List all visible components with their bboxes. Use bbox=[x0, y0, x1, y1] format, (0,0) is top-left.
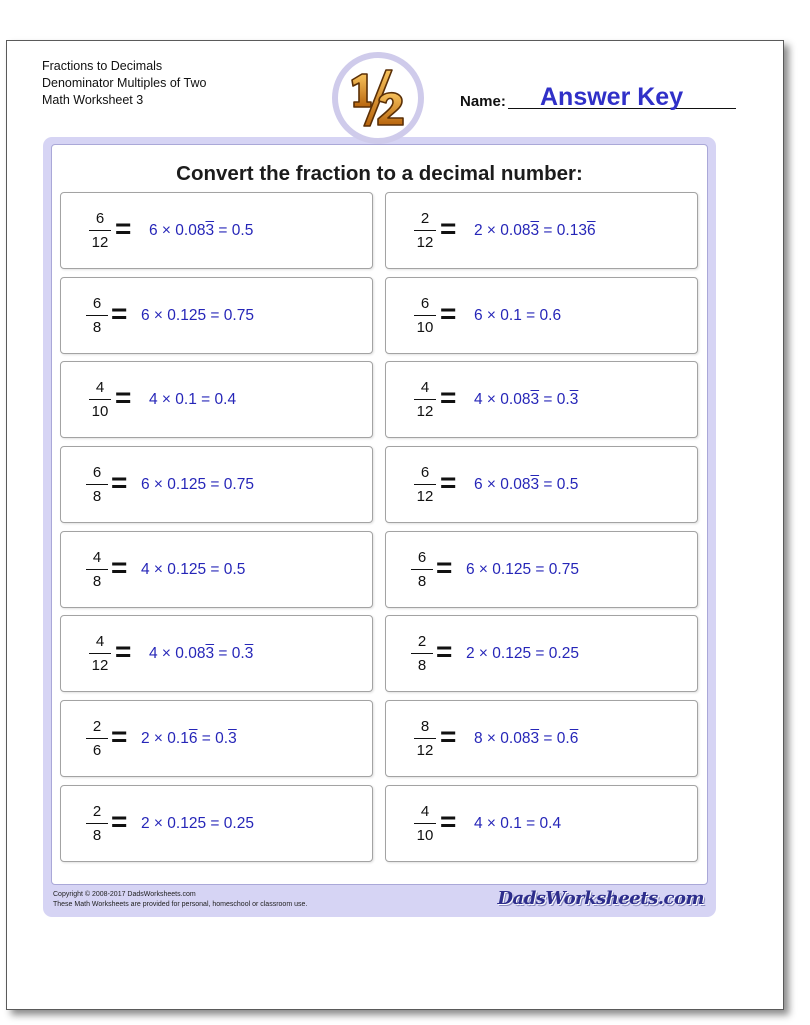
answer bbox=[466, 561, 579, 579]
equals-sign: = bbox=[111, 805, 128, 837]
fraction bbox=[82, 295, 112, 336]
fraction bbox=[410, 295, 440, 336]
repeating-digit: 3 bbox=[530, 391, 540, 409]
denominator: 8 bbox=[92, 572, 102, 590]
problem-card bbox=[385, 531, 698, 608]
fraction-bar bbox=[86, 738, 108, 739]
equals-sign: = bbox=[115, 636, 132, 668]
answer-result: 0. bbox=[215, 730, 229, 748]
fraction-bar bbox=[86, 823, 108, 824]
repeating-digit: 3 bbox=[205, 222, 215, 239]
fraction bbox=[407, 633, 437, 674]
repeating-digit: 3 bbox=[228, 730, 237, 748]
answer-result: 0. bbox=[556, 391, 570, 409]
denominator: 10 bbox=[416, 318, 434, 336]
denominator: 8 bbox=[92, 318, 102, 336]
answer-multiplier: 0.1 bbox=[500, 306, 522, 324]
numerator: 4 bbox=[420, 802, 430, 820]
answer-multiplier: 0.08 bbox=[500, 222, 531, 239]
numerator: 2 bbox=[92, 718, 102, 736]
answer-multiplier: 0.125 bbox=[167, 306, 207, 324]
answer-factor: 6 bbox=[141, 476, 150, 494]
answer-result: 0.5 bbox=[223, 560, 246, 578]
times-sign: × bbox=[149, 560, 168, 578]
fraction bbox=[82, 464, 112, 505]
answer-multiplier: 0.08 bbox=[500, 730, 531, 748]
answer-equals: = bbox=[196, 391, 215, 409]
repeating-digit: 6 bbox=[569, 730, 579, 748]
answer-multiplier: 0.08 bbox=[175, 222, 206, 239]
numerator: 6 bbox=[92, 294, 102, 312]
fraction-bar bbox=[86, 484, 108, 485]
equals-sign: = bbox=[111, 467, 128, 499]
equals-sign: = bbox=[440, 382, 457, 414]
answer bbox=[466, 645, 579, 663]
denominator: 10 bbox=[416, 826, 434, 844]
fraction-bar bbox=[89, 399, 111, 400]
answer-equals: = bbox=[206, 306, 224, 324]
problem-card bbox=[60, 361, 373, 438]
answer-factor: 4 bbox=[141, 560, 150, 578]
equals-sign: = bbox=[115, 382, 132, 414]
answer-multiplier: 0.125 bbox=[167, 560, 207, 578]
answer-equals: = bbox=[539, 730, 557, 748]
answer bbox=[149, 222, 253, 240]
fraction bbox=[410, 210, 440, 251]
fraction bbox=[82, 549, 112, 590]
denominator: 12 bbox=[416, 742, 434, 760]
equals-sign: = bbox=[440, 213, 457, 244]
problem-card bbox=[60, 700, 373, 777]
usage-note: These Math Worksheets are provided for personal, homeschool or classroom use. bbox=[53, 901, 308, 908]
equals-sign: = bbox=[440, 297, 457, 329]
equals-sign: = bbox=[440, 467, 457, 499]
answer bbox=[474, 815, 561, 833]
answer-result: 0.6 bbox=[539, 306, 562, 324]
answer bbox=[474, 391, 578, 409]
times-sign: × bbox=[157, 645, 176, 663]
numerator: 2 bbox=[420, 210, 430, 227]
answer-factor: 6 bbox=[141, 306, 150, 324]
answer-equals: = bbox=[206, 814, 224, 832]
answer-factor: 2 bbox=[141, 814, 150, 832]
answer-equals: = bbox=[521, 814, 540, 832]
fraction bbox=[82, 803, 112, 844]
fraction bbox=[410, 379, 440, 420]
times-sign: × bbox=[149, 306, 168, 324]
answer bbox=[149, 391, 236, 409]
answer-factor: 4 bbox=[149, 645, 158, 663]
answer-result: 0.5 bbox=[231, 222, 254, 239]
denominator: 8 bbox=[92, 488, 102, 506]
answer-equals: = bbox=[197, 730, 216, 748]
problem-frame bbox=[43, 137, 716, 917]
problem-card bbox=[60, 785, 373, 862]
problem-card bbox=[60, 277, 373, 354]
answer-result: 0.4 bbox=[539, 814, 562, 832]
instruction: Convert the fraction to a decimal number: bbox=[176, 162, 583, 185]
times-sign: × bbox=[482, 476, 501, 494]
fraction-bar bbox=[414, 738, 436, 739]
answer bbox=[474, 222, 596, 240]
numerator: 6 bbox=[417, 548, 427, 566]
fraction bbox=[85, 633, 115, 674]
fraction-bar bbox=[89, 230, 111, 231]
fraction-bar bbox=[86, 569, 108, 570]
equals-sign: = bbox=[440, 721, 457, 753]
answer-equals: = bbox=[539, 222, 557, 239]
one-half-logo-icon-graphic bbox=[338, 58, 418, 138]
answer bbox=[141, 561, 245, 579]
times-sign: × bbox=[474, 560, 493, 578]
problem-card bbox=[385, 361, 698, 438]
problem-card bbox=[60, 615, 373, 692]
answer-result: 0. bbox=[231, 645, 245, 663]
times-sign: × bbox=[482, 391, 501, 409]
times-sign: × bbox=[149, 476, 168, 494]
answer-multiplier: 0.1 bbox=[167, 730, 189, 748]
name-label: Name: bbox=[460, 93, 506, 110]
answer-multiplier: 0.125 bbox=[167, 814, 207, 832]
answer-factor: 6 bbox=[474, 476, 483, 494]
numerator: 4 bbox=[420, 379, 430, 397]
numerator: 6 bbox=[420, 294, 430, 312]
fraction bbox=[410, 718, 440, 759]
answer-equals: = bbox=[206, 560, 224, 578]
problem-card bbox=[385, 277, 698, 354]
answer-result: 0.75 bbox=[223, 306, 254, 324]
equals-sign: = bbox=[440, 805, 457, 837]
denominator: 12 bbox=[91, 657, 109, 675]
denominator: 8 bbox=[92, 826, 102, 844]
answer bbox=[474, 476, 578, 494]
problem-card bbox=[385, 785, 698, 862]
answer-multiplier: 0.125 bbox=[167, 476, 207, 494]
answer-equals: = bbox=[214, 222, 232, 239]
equals-sign: = bbox=[111, 721, 128, 753]
repeating-digit: 3 bbox=[205, 645, 215, 663]
name-field bbox=[460, 80, 736, 110]
answer-multiplier: 0.1 bbox=[500, 814, 522, 832]
answer-key-label: Answer Key bbox=[540, 83, 684, 111]
times-sign: × bbox=[482, 730, 501, 748]
worksheet-topic: Fractions to Decimals bbox=[42, 59, 163, 73]
denominator: 10 bbox=[91, 403, 109, 421]
times-sign: × bbox=[149, 730, 168, 748]
one-half-logo-icon bbox=[332, 52, 424, 144]
numerator: 4 bbox=[95, 633, 105, 651]
answer-equals: = bbox=[531, 560, 549, 578]
copyright-text: Copyright © 2008-2017 DadsWorksheets.com bbox=[53, 891, 196, 898]
answer-result: 0. bbox=[556, 730, 570, 748]
repeating-digit: 3 bbox=[530, 730, 540, 748]
times-sign: × bbox=[157, 391, 176, 409]
fraction-bar bbox=[414, 399, 436, 400]
denominator: 12 bbox=[91, 234, 109, 251]
answer-result: 0.75 bbox=[223, 476, 254, 494]
fraction-bar bbox=[411, 569, 433, 570]
answer-multiplier: 0.08 bbox=[500, 391, 531, 409]
problem-card bbox=[60, 446, 373, 523]
repeating-digit: 3 bbox=[244, 645, 254, 663]
brand-logo: DadsWorksheets.com bbox=[497, 888, 704, 909]
answer-equals: = bbox=[206, 476, 224, 494]
fraction-bar bbox=[414, 315, 436, 316]
equals-sign: = bbox=[436, 551, 453, 583]
equals-sign: = bbox=[111, 297, 128, 329]
answer-result: 0.4 bbox=[214, 391, 237, 409]
answer-result: 0.13 bbox=[556, 222, 587, 239]
problem-card bbox=[385, 192, 698, 269]
fraction-bar bbox=[89, 653, 111, 654]
fraction-bar bbox=[414, 230, 436, 231]
fraction bbox=[407, 549, 437, 590]
times-sign: × bbox=[482, 814, 501, 832]
problem-card bbox=[385, 615, 698, 692]
numerator: 4 bbox=[92, 548, 102, 566]
fraction bbox=[82, 718, 112, 759]
times-sign: × bbox=[474, 645, 493, 663]
answer bbox=[141, 815, 254, 833]
equals-sign: = bbox=[111, 551, 128, 583]
equals-sign: = bbox=[436, 636, 453, 668]
repeating-digit: 6 bbox=[188, 730, 198, 748]
worksheet-header bbox=[42, 58, 206, 109]
problem-area bbox=[51, 144, 708, 885]
denominator: 6 bbox=[92, 742, 102, 760]
denominator: 12 bbox=[416, 403, 434, 421]
problem-card bbox=[60, 531, 373, 608]
answer-factor: 4 bbox=[474, 814, 483, 832]
fraction bbox=[85, 210, 115, 251]
answer-factor: 4 bbox=[149, 391, 158, 409]
denominator: 12 bbox=[416, 488, 434, 506]
fraction-bar bbox=[86, 315, 108, 316]
denominator: 8 bbox=[417, 657, 427, 675]
answer bbox=[149, 645, 253, 663]
answer bbox=[474, 730, 578, 748]
repeating-digit: 3 bbox=[569, 391, 579, 409]
times-sign: × bbox=[482, 306, 501, 324]
answer bbox=[474, 307, 561, 325]
worksheet-subtopic: Denominator Multiples of Two bbox=[42, 76, 207, 90]
answer-equals: = bbox=[539, 476, 557, 494]
answer-result: 0.25 bbox=[223, 814, 254, 832]
numerator: 2 bbox=[92, 802, 102, 820]
numerator: 2 bbox=[417, 633, 427, 651]
answer-factor: 2 bbox=[474, 222, 483, 239]
answer-result: 0.25 bbox=[548, 645, 579, 663]
answer-factor: 6 bbox=[149, 222, 158, 239]
answer-factor: 6 bbox=[474, 306, 483, 324]
problem-grid bbox=[60, 192, 698, 876]
equals-sign: = bbox=[115, 213, 132, 244]
denominator: 12 bbox=[416, 234, 434, 251]
times-sign: × bbox=[149, 814, 168, 832]
answer-equals: = bbox=[521, 306, 540, 324]
fraction bbox=[410, 464, 440, 505]
fraction-bar bbox=[414, 484, 436, 485]
numerator: 8 bbox=[420, 718, 430, 736]
denominator: 8 bbox=[417, 572, 427, 590]
answer-result: 0.5 bbox=[556, 476, 579, 494]
repeating-digit: 3 bbox=[530, 476, 540, 494]
times-sign: × bbox=[157, 222, 176, 239]
answer-result: 0.75 bbox=[548, 560, 579, 578]
problem-card bbox=[385, 700, 698, 777]
repeating-digit: 6 bbox=[586, 222, 596, 239]
answer-equals: = bbox=[539, 391, 557, 409]
fraction bbox=[410, 803, 440, 844]
numerator: 6 bbox=[92, 464, 102, 482]
answer bbox=[141, 476, 254, 494]
numerator: 6 bbox=[420, 464, 430, 482]
answer-equals: = bbox=[214, 645, 232, 663]
answer-multiplier: 0.125 bbox=[492, 645, 532, 663]
fraction-bar bbox=[414, 823, 436, 824]
answer-multiplier: 0.125 bbox=[492, 560, 532, 578]
problem-card bbox=[385, 446, 698, 523]
problem-card bbox=[60, 192, 373, 269]
answer-equals: = bbox=[531, 645, 549, 663]
answer-factor: 2 bbox=[141, 730, 150, 748]
repeating-digit: 3 bbox=[530, 222, 540, 239]
answer bbox=[141, 307, 254, 325]
worksheet-number: Math Worksheet 3 bbox=[42, 93, 144, 107]
answer-multiplier: 0.08 bbox=[500, 476, 531, 494]
fraction-bar bbox=[411, 653, 433, 654]
answer-factor: 4 bbox=[474, 391, 483, 409]
answer-factor: 8 bbox=[474, 730, 483, 748]
fraction bbox=[85, 379, 115, 420]
answer-factor: 6 bbox=[466, 560, 475, 578]
answer-multiplier: 0.08 bbox=[175, 645, 206, 663]
numerator: 4 bbox=[95, 379, 105, 397]
times-sign: × bbox=[482, 222, 501, 239]
answer bbox=[141, 730, 237, 748]
footer-text bbox=[53, 890, 307, 910]
answer-factor: 2 bbox=[466, 645, 475, 663]
numerator: 6 bbox=[95, 210, 105, 227]
answer-multiplier: 0.1 bbox=[175, 391, 197, 409]
